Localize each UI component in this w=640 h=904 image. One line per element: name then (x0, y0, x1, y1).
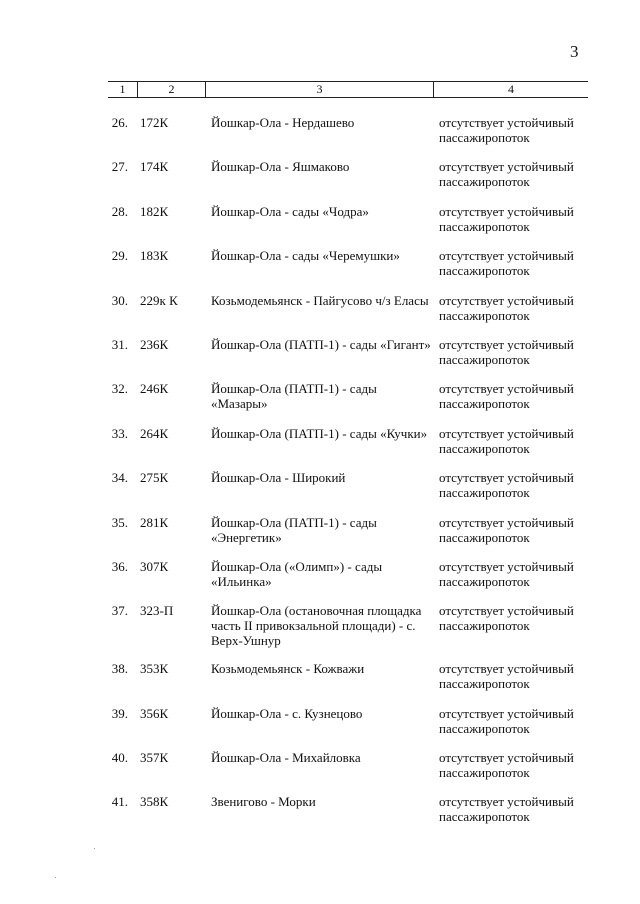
closure-reason: отсутствует устойчивый пассажиропоток (439, 381, 574, 412)
route-code: 356К (140, 705, 169, 721)
closure-reason: отсутствует устойчивый пассажиропоток (439, 514, 574, 545)
route-code: 358К (140, 794, 169, 810)
table-row (0, 794, 640, 838)
row-number: 41. (111, 794, 128, 810)
route-code: 357К (140, 750, 169, 766)
table-row (0, 248, 640, 292)
route-code: 172К (140, 115, 169, 130)
closure-reason: отсутствует устойчивый пассажиропоток (439, 794, 574, 825)
closure-reason: отсутствует устойчивый пассажиропоток (439, 750, 574, 781)
route-code: 275К (140, 470, 169, 486)
row-number: 36. (111, 558, 128, 574)
route-code: 281К (140, 514, 169, 530)
table-row (0, 559, 640, 603)
route-name: Йошкар-Ола (ПАТП-1) - сады «Гигант» (211, 336, 431, 352)
route-name: Йошкар-Ола (остановочная площадка часть II привокзальной площади) - с. Верх-Ушнур (211, 603, 422, 649)
table-row (0, 750, 640, 794)
column-header-3: 3 (205, 82, 433, 97)
row-number: 40. (111, 750, 128, 766)
row-number: 34. (111, 470, 128, 486)
row-number: 29. (111, 248, 128, 264)
closure-reason: отсутствует устойчивый пассажиропоток (439, 248, 574, 279)
route-name: Козьмодемьянск - Пайгусово ч/з Еласы (211, 292, 429, 308)
routes-table (0, 115, 640, 839)
scan-speck (94, 848, 95, 849)
table-row (0, 470, 640, 514)
row-number: 26. (111, 115, 128, 130)
table-row (0, 426, 640, 470)
row-number: 39. (111, 705, 128, 721)
route-code: 246К (140, 381, 169, 397)
table-row (0, 661, 640, 705)
row-number: 27. (111, 159, 128, 175)
row-number: 32. (111, 381, 128, 397)
table-row (0, 603, 640, 661)
row-number: 28. (111, 203, 128, 219)
table-row (0, 337, 640, 381)
closure-reason: отсутствует устойчивый пассажиропоток (439, 159, 574, 190)
row-number: 33. (111, 425, 128, 441)
route-name: Йошкар-Ола - Яшмаково (211, 159, 350, 175)
route-name: Йошкар-Ола (ПАТП-1) - сады «Энергетик» (211, 514, 377, 545)
route-name: Йошкар-Ола - Михайловка (211, 750, 361, 766)
route-name: Звенигово - Морки (211, 794, 316, 810)
closure-reason: отсутствует устойчивый пассажиропоток (439, 558, 574, 589)
route-code: 323-П (140, 603, 174, 619)
row-number: 38. (111, 661, 128, 677)
route-name: Йошкар-Ола (ПАТП-1) - сады «Кучки» (211, 425, 428, 441)
column-header-2: 2 (137, 82, 205, 97)
route-code: 264К (140, 425, 169, 441)
page-number: 3 (570, 42, 579, 61)
closure-reason: отсутствует устойчивый пассажиропоток (439, 603, 574, 634)
route-name: Йошкар-Ола (ПАТП-1) - сады «Мазары» (211, 381, 377, 412)
closure-reason: отсутствует устойчивый пассажиропоток (439, 470, 574, 501)
closure-reason: отсутствует устойчивый пассажиропоток (439, 203, 574, 234)
table-column-header (108, 81, 588, 98)
closure-reason: отсутствует устойчивый пассажиропоток (439, 115, 574, 145)
table-row (0, 159, 640, 203)
route-code: 229к К (140, 292, 178, 308)
route-code: 307К (140, 558, 169, 574)
route-code: 182К (140, 203, 169, 219)
route-name: Йошкар-Ола - Нердашево (211, 115, 355, 130)
column-header-4: 4 (433, 82, 588, 97)
route-name: Козьмодемьянск - Кожважи (211, 661, 365, 677)
closure-reason: отсутствует устойчивый пассажиропоток (439, 661, 574, 692)
table-row (0, 293, 640, 337)
table-row (0, 706, 640, 750)
table-row (0, 204, 640, 248)
scan-speck (55, 877, 56, 878)
row-number: 31. (111, 336, 128, 352)
table-row (0, 115, 640, 159)
closure-reason: отсутствует устойчивый пассажиропоток (439, 336, 574, 367)
route-code: 174К (140, 159, 169, 175)
route-code: 236К (140, 336, 169, 352)
route-name: Йошкар-Ола - сады «Чодра» (211, 203, 369, 219)
table-row (0, 381, 640, 425)
closure-reason: отсутствует устойчивый пассажиропоток (439, 705, 574, 736)
column-header-1: 1 (119, 82, 126, 96)
row-number: 35. (111, 514, 128, 530)
route-name: Йошкар-Ола - сады «Черемушки» (211, 248, 400, 264)
route-code: 353К (140, 661, 169, 677)
row-number: 37. (111, 603, 128, 619)
route-name: Йошкар-Ола - с. Кузнецово (211, 705, 363, 721)
closure-reason: отсутствует устойчивый пассажиропоток (439, 425, 574, 456)
table-row (0, 515, 640, 559)
closure-reason: отсутствует устойчивый пассажиропоток (439, 292, 574, 323)
route-code: 183К (140, 248, 169, 264)
route-name: Йошкар-Ола - Широкий (211, 470, 346, 486)
row-number: 30. (111, 292, 128, 308)
route-name: Йошкар-Ола («Олимп») - сады «Ильинка» (211, 558, 383, 589)
